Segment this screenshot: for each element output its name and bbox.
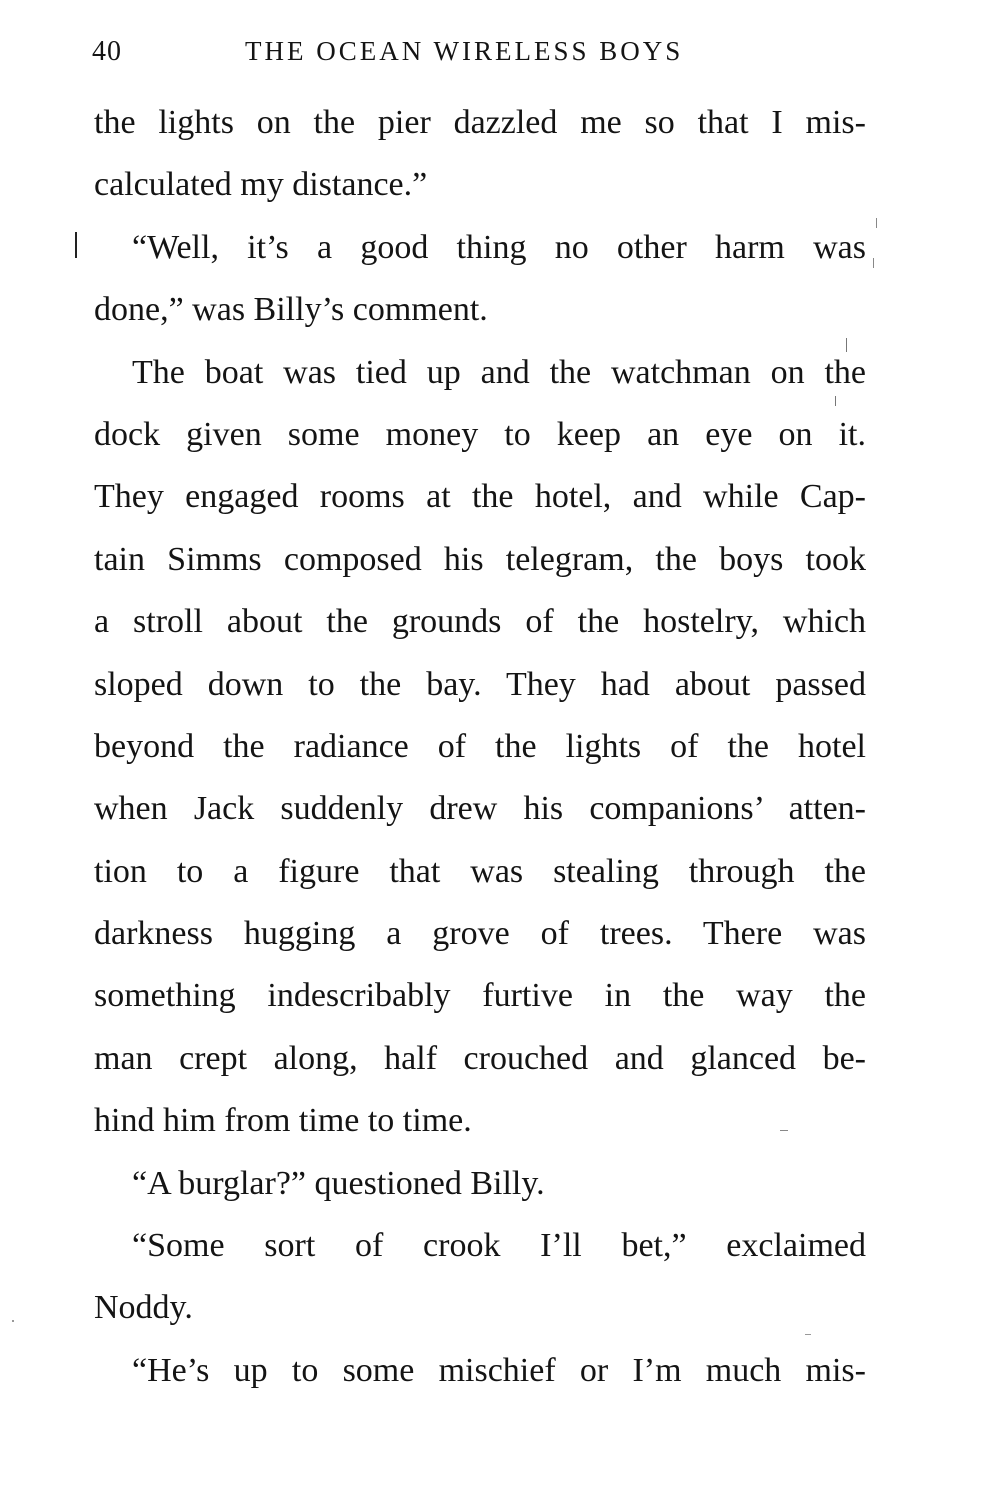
scan-mark [75, 232, 77, 258]
scan-mark [835, 396, 836, 406]
scan-mark [873, 258, 874, 268]
page-number: 40 [92, 36, 122, 67]
scan-mark [876, 218, 877, 228]
scan-mark [846, 338, 847, 352]
text-line: tion to a figure that was stealing through the [94, 852, 866, 890]
scan-mark [805, 1334, 811, 1335]
text-line: when Jack suddenly drew his companions’ atten- [94, 790, 866, 828]
text-line: “Some sort of crook I’ll bet,” exclaimed [132, 1227, 866, 1265]
text-line: done,” was Billy’s comment. [94, 291, 488, 329]
text-line: Noddy. [94, 1289, 193, 1327]
text-line: The boat was tied up and the watchman on the [132, 353, 866, 391]
text-line: the lights on the pier dazzled me so that I mis- [94, 104, 866, 141]
text-line: beyond the radiance of the lights of the hotel [94, 727, 866, 765]
body-text [94, 92, 866, 1402]
text-line: hind him from time to time. [94, 1102, 472, 1140]
text-line: They engaged rooms at the hotel, and while Cap- [94, 478, 866, 516]
text-line: tain Simms composed his telegram, the boys took [94, 540, 866, 578]
text-line: man crept along, half crouched and glanced be- [94, 1039, 866, 1077]
text-line: “Well, it’s a good thing no other harm was [132, 228, 866, 266]
text-line: “He’s up to some mischief or I’m much mis- [132, 1351, 866, 1389]
text-line: darkness hugging a grove of trees. There was [94, 915, 866, 953]
text-line: calculated my distance.” [94, 166, 428, 204]
text-line: “A burglar?” questioned Billy. [132, 1164, 545, 1202]
text-line: dock given some money to keep an eye on it. [94, 415, 866, 453]
page-header [0, 36, 1000, 76]
running-title: THE OCEAN WIRELESS BOYS [245, 36, 684, 66]
text-line: sloped down to the bay. They had about passed [94, 665, 866, 703]
scan-mark [12, 1320, 14, 1322]
text-line: something indescribably furtive in the way the [94, 977, 866, 1015]
scan-mark [780, 1130, 788, 1131]
text-line: a stroll about the grounds of the hostelry, which [94, 603, 866, 641]
